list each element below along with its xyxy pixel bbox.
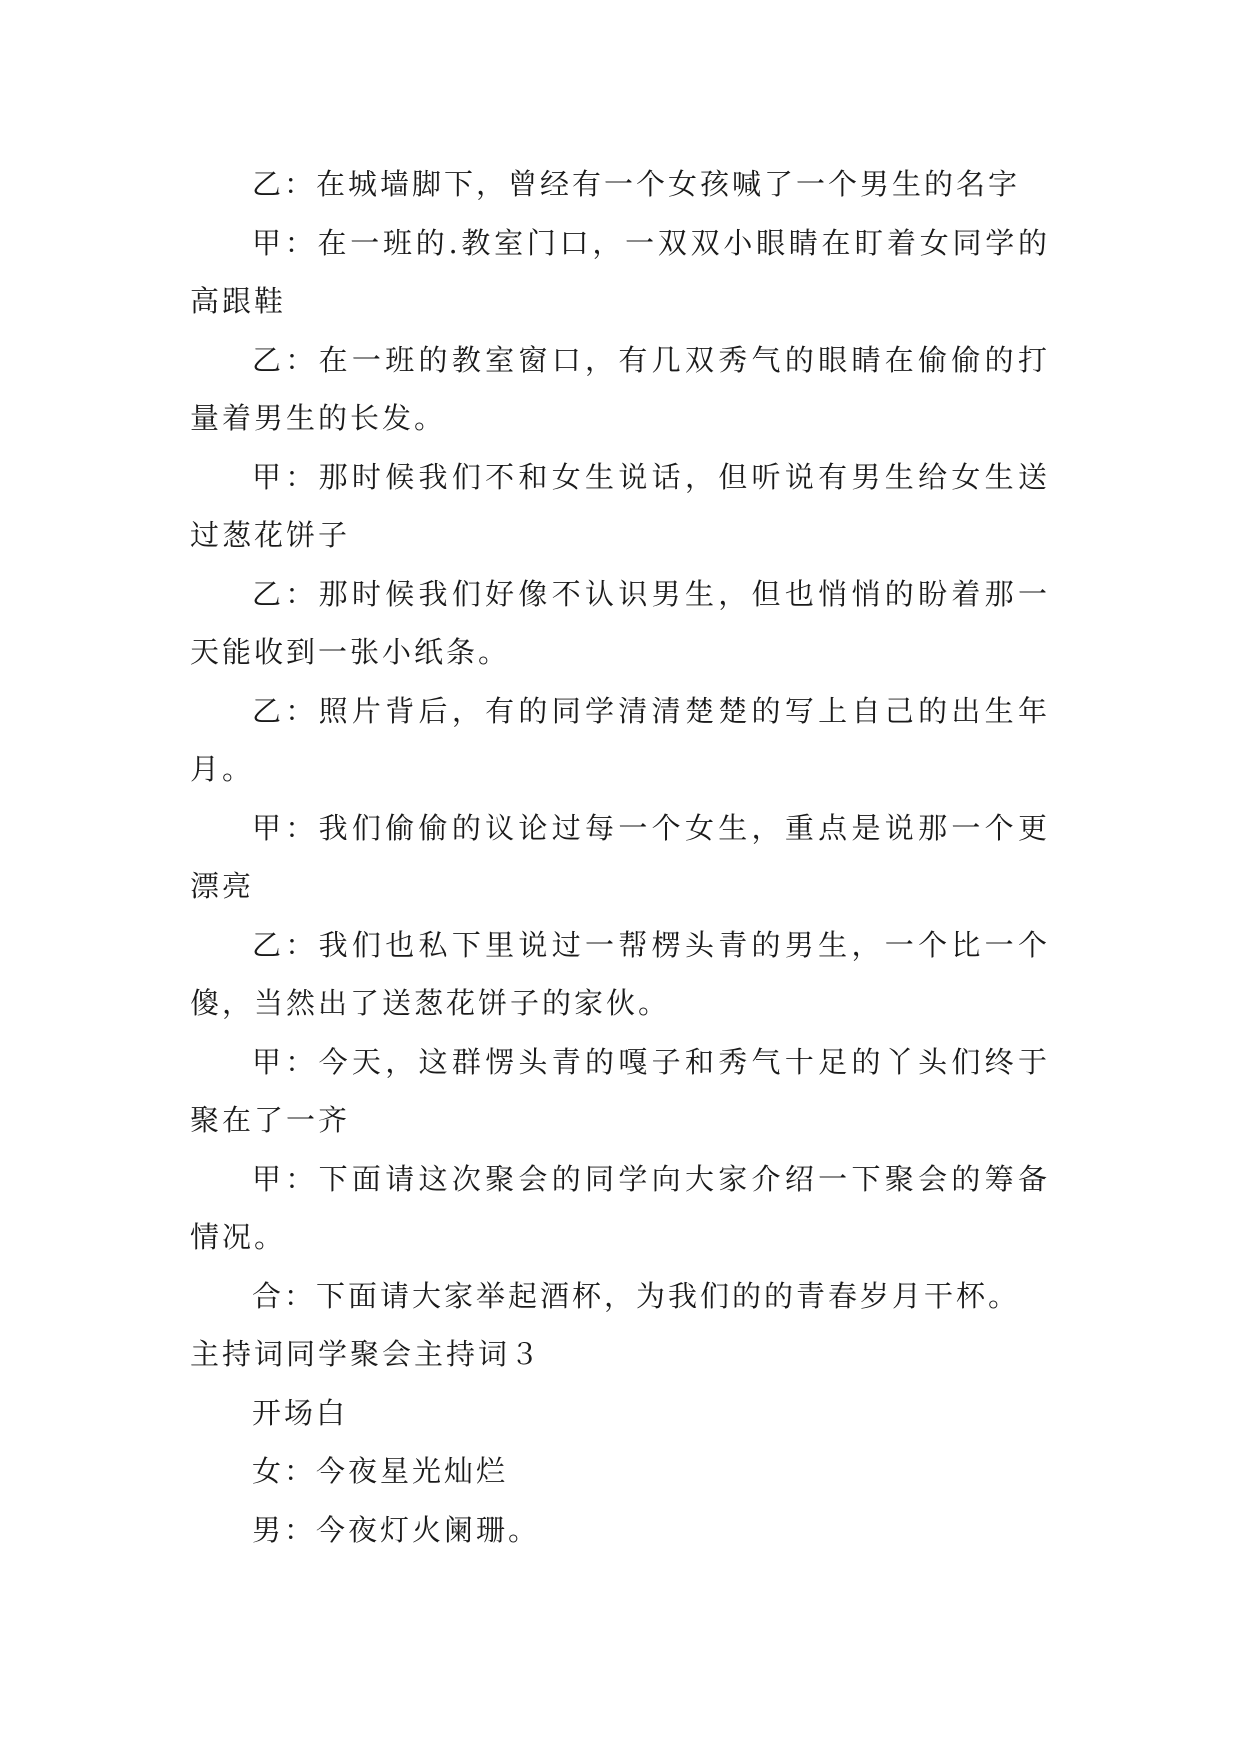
- dialogue-line: 乙：在一班的教室窗口，有几双秀气的眼睛在偷偷的打量着男生的长发。: [190, 342, 1050, 435]
- dialogue-line: 甲：在一班的.教室门口，一双双小眼睛在盯着女同学的高跟鞋: [190, 225, 1050, 318]
- dialogue-line: 女：今夜星光灿烂: [252, 1454, 509, 1488]
- dialogue-line: 甲：我们偷偷的议论过每一个女生，重点是说那一个更漂亮: [190, 810, 1050, 903]
- dialogue-line: 男：今夜灯火阑珊。: [252, 1512, 541, 1547]
- dialogue-line: 甲：下面请这次聚会的同学向大家介绍一下聚会的筹备情况。: [190, 1161, 1050, 1254]
- dialogue-line: 合：下面请大家举起酒杯，为我们的的青春岁月干杯。: [252, 1278, 1021, 1313]
- dialogue-line: 乙：照片背后，有的同学清清楚楚的写上自己的出生年月。: [190, 693, 1050, 786]
- subheading: 开场白: [252, 1395, 349, 1430]
- dialogue-line: 乙：那时候我们好像不认识男生，但也悄悄的盼着那一天能收到一张小纸条。: [190, 576, 1050, 669]
- section-heading: 主持词同学聚会主持词３: [190, 1337, 543, 1371]
- document-body: [190, 155, 1050, 1559]
- dialogue-line: 乙：在城墙脚下，曾经有一个女孩喊了一个男生的名字: [252, 167, 1021, 201]
- dialogue-line: 甲：那时候我们不和女生说话，但听说有男生给女生送过葱花饼子: [190, 459, 1050, 552]
- dialogue-line: 乙：我们也私下里说过一帮楞头青的男生，一个比一个傻，当然出了送葱花饼子的家伙。: [190, 927, 1050, 1020]
- dialogue-line: 甲：今天，这群愣头青的嘎子和秀气十足的丫头们终于聚在了一齐: [190, 1044, 1050, 1137]
